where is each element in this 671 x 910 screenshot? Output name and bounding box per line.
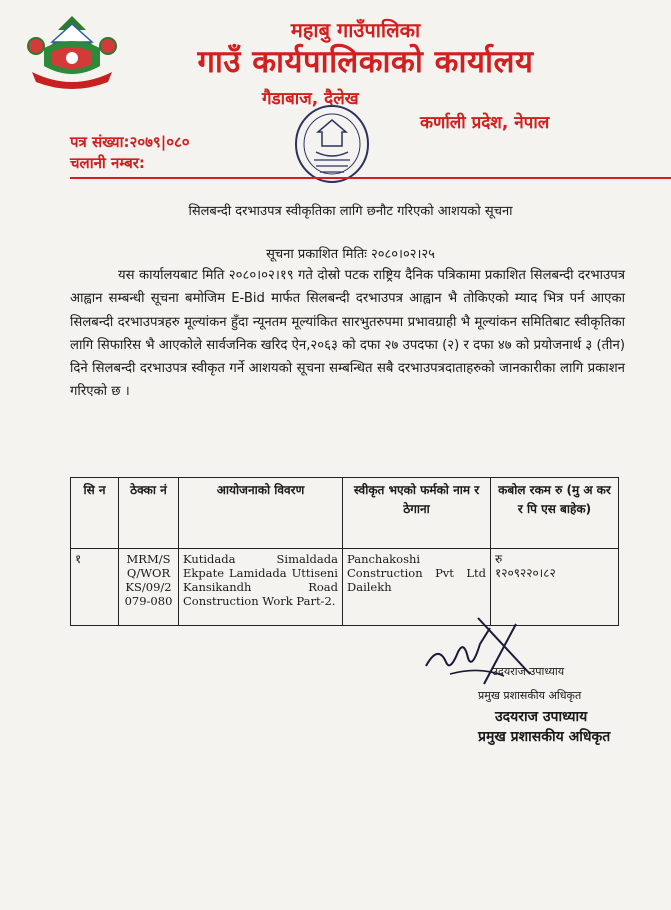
- amount-value: १२०९२२०।८२: [495, 566, 556, 580]
- col-header-amount: कबोल रकम रु (मु अ कर र पि एस बाहेक): [491, 478, 619, 549]
- signature-icon: [420, 614, 540, 694]
- notice-subject: सिलबन्दी दरभाउपत्र स्वीकृतिका लागि छनौट गरिएको आशयको सूचना: [188, 204, 513, 219]
- col-header-firm: स्वीकृत भएको फर्मको नाम र ठेगाना: [343, 478, 491, 549]
- col-header-description: आयोजनाको विवरण: [179, 478, 343, 549]
- col-header-sn: सि न: [71, 478, 119, 549]
- municipality-name: महाबु गाउँपालिका: [290, 18, 421, 42]
- letterhead-divider: [70, 177, 671, 179]
- table-header-row: [71, 478, 619, 549]
- office-address: गैडाबाज, दैलेख: [262, 89, 359, 109]
- amount-currency: रु: [495, 552, 503, 566]
- cell-firm: Panchakoshi Construction Pvt Ltd Dailekh: [343, 549, 491, 626]
- signatory-stamp-title: प्रमुख प्रशासकीय अधिकृत: [478, 689, 582, 702]
- col-header-contract: ठेक्का नं: [119, 478, 179, 549]
- signatory-title: प्रमुख प्रशासकीय अधिकृत: [478, 729, 611, 745]
- cell-contract-no: MRM/SQ/WORKS/09/2079-080: [119, 549, 179, 626]
- notice-body: यस कार्यालयबाट मिति २०८०।०२।१९ गते दोस्रो पटक राष्ट्रिय दैनिक पत्रिकामा प्रकाशित सिलबन्दी दरभाउपत्र आह्वान सम्बन्धी सूचना बमोजिम E-Bid मार्फत सिलबन्दी दरभाउपत्र आह्वान भै तोकिएको म्याद भित्र पर्न आएका सिलबन्दी दरभाउपत्रहरु मूल्यांकन हुँदा न्यूनतम मूल्यांकित सारभुतरुपमा प्रभावग्राही भै मूल्यांकन समितिबाट स्वीकृतिका लागि सिफारिस भै आएकोले सार्वजनिक खरिद ऐन,२०६३ को दफा २७ उपदफा (२) र दफा ४७ को प्रयोजनार्थ ३ (तीन) दिने सिलबन्दी दरभाउपत्र स्वीकृत गर्ने आशयको सूचना सम्बन्धित सबै दरभाउपत्रदाताहरुको जानकारीका लागि प्रकाशन गरिएको छ ।: [70, 268, 625, 400]
- cell-sn: १: [71, 549, 119, 626]
- signatory-stamp-name: उदयराज उपाध्याय: [492, 665, 565, 678]
- published-date: सूचना प्रकाशित मितिः २०८०।०२।२५: [266, 247, 435, 262]
- cell-description: Kutidada Simaldada Ekpate Lamidada Uttiseni Kansikandh Road Construction Work Part-2.: [179, 549, 343, 626]
- office-title: गाउँ कार्यपालिकाको कार्यालय: [197, 44, 534, 80]
- reference-number: पत्र संख्या:२०७९|०८०: [70, 133, 190, 151]
- office-seal-icon: [292, 102, 372, 186]
- dispatch-number: चलानी नम्बर:: [70, 154, 145, 172]
- signatory-name: उदयराज उपाध्याय: [495, 709, 588, 725]
- bid-table: [70, 477, 619, 626]
- province-name: कर्णाली प्रदेश, नेपाल: [420, 113, 550, 133]
